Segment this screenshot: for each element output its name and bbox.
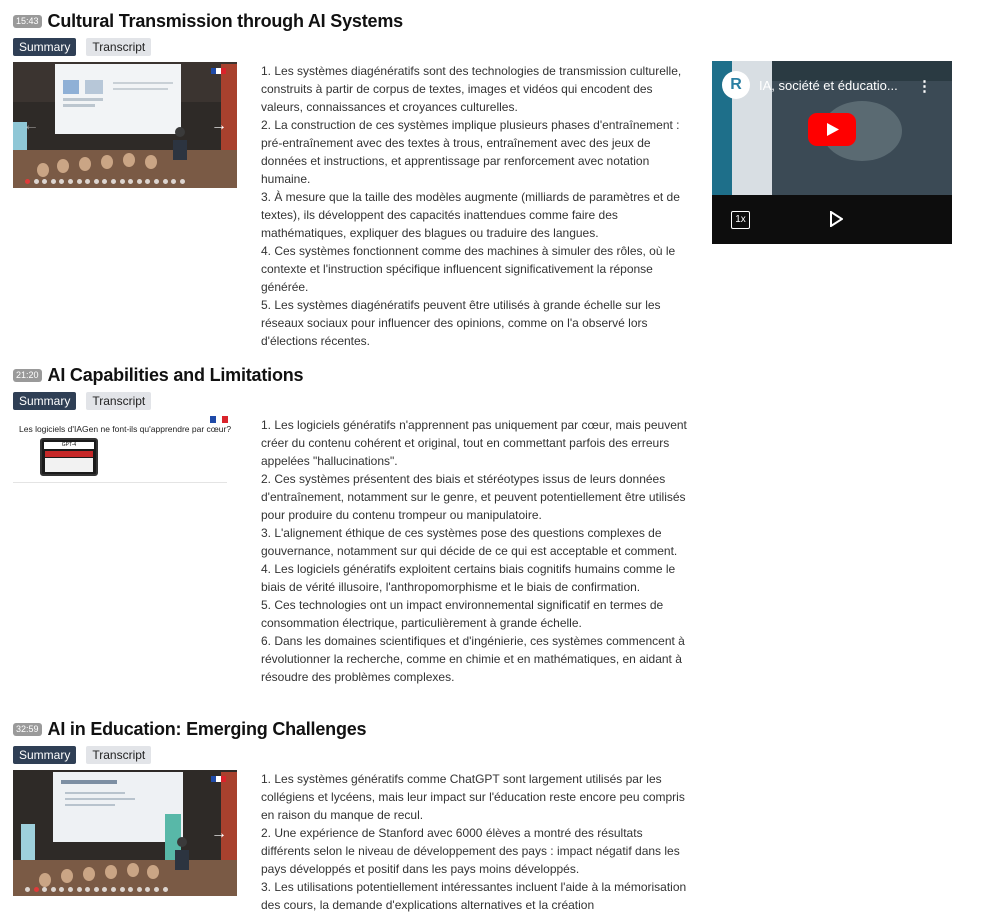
- carousel-dot[interactable]: [163, 179, 168, 184]
- tab-transcript[interactable]: Transcript: [86, 746, 151, 764]
- timestamp-badge[interactable]: 21:20: [13, 369, 42, 382]
- summary-point: 3. L'alignement éthique de ces systèmes pose des questions complexes de gouvernance, notamment sur qui décide de ce qui est acceptable et comment.: [261, 526, 678, 558]
- summary-point: 5. Ces technologies ont un impact environnemental significatif en termes de consommation électrique, particulièrement à grande échelle.: [261, 598, 664, 630]
- slide-caption: Les logiciels d'IAGen ne font-ils qu'apprendre par cœur?: [19, 424, 232, 434]
- carousel-dot[interactable]: [111, 887, 116, 892]
- carousel-dot[interactable]: [77, 179, 82, 184]
- carousel-dot[interactable]: [34, 887, 39, 892]
- slide-thumbnail[interactable]: [13, 416, 237, 542]
- summary-text: [261, 416, 689, 686]
- carousel-dot[interactable]: [120, 179, 125, 184]
- carousel-dot[interactable]: [59, 179, 64, 184]
- timestamp-badge[interactable]: 15:43: [13, 15, 42, 28]
- play-icon: [808, 113, 856, 146]
- carousel-dot[interactable]: [68, 179, 73, 184]
- slide-carousel[interactable]: [13, 62, 237, 188]
- summary-point: 3. Les utilisations potentiellement intéressantes incluent l'aide à la mémorisation des cours, la demande d'explications alternatives et la création: [261, 880, 687, 912]
- tab-bar: [13, 746, 693, 764]
- carousel-dot[interactable]: [59, 887, 64, 892]
- play-control-icon[interactable]: [829, 211, 843, 227]
- section-title: AI in Education: Emerging Challenges: [47, 718, 367, 739]
- french-flag-icon: [210, 416, 228, 423]
- summary-point: 4. Les logiciels génératifs exploitent certains biais cognitifs humains comme le biais de vérité illusoire, l'anthropomorphisme et le biais de confirmation.: [261, 562, 676, 594]
- slide-box-body: [45, 458, 93, 472]
- tab-summary[interactable]: Summary: [13, 392, 76, 410]
- playback-speed-button[interactable]: [731, 211, 750, 229]
- carousel-dot[interactable]: [102, 179, 107, 184]
- timestamp-badge[interactable]: 32:59: [13, 723, 42, 736]
- carousel-next-arrow[interactable]: →: [211, 825, 227, 842]
- summary-point: 4. Ces systèmes fonctionnent comme des machines à simuler des rôles, où le contexte et l'instruction spécifique influencent significativement la réponse générée.: [261, 244, 676, 294]
- carousel-dot[interactable]: [25, 887, 30, 892]
- carousel-next-arrow[interactable]: →: [211, 117, 227, 134]
- slide-box-title: GPT-4: [44, 442, 94, 449]
- summary-point: 2. Ces systèmes présentent des biais et stéréotypes issus de leurs données d'entraînement, notamment sur le genre, et peuvent potentiellement être utilisés pour produire du contenu trompeur ou manipulatoire.: [261, 472, 686, 522]
- carousel-dot[interactable]: [94, 179, 99, 184]
- section-title: Cultural Transmission through AI Systems: [47, 10, 403, 31]
- tab-transcript[interactable]: Transcript: [86, 392, 151, 410]
- slide-box-highlight: [45, 451, 93, 457]
- carousel-dot[interactable]: [145, 179, 150, 184]
- carousel-dot[interactable]: [171, 179, 176, 184]
- carousel-dot[interactable]: [34, 179, 39, 184]
- carousel-dot[interactable]: [102, 887, 107, 892]
- carousel-prev-arrow[interactable]: ←: [23, 117, 39, 134]
- summary-point: 1. Les systèmes diagénératifs sont des technologies de transmission culturelle, construits à partir de corpus de textes, images et vidéos qui encodent des valeurs, connaissances et croyances culturelles.: [261, 64, 682, 114]
- section-education: [13, 717, 693, 912]
- playback-speed-label: 1x: [735, 214, 746, 225]
- carousel-dots: [25, 887, 168, 892]
- carousel-frame: [13, 770, 237, 896]
- channel-avatar[interactable]: [722, 71, 750, 99]
- tab-summary[interactable]: Summary: [13, 38, 76, 56]
- more-options-icon[interactable]: ⋮: [917, 78, 932, 95]
- carousel-dot[interactable]: [85, 179, 90, 184]
- summary-point: 6. Dans les domaines scientifiques et d'ingénierie, ces systèmes commencent à révolutionner la recherche, comme en chimie et en mathématiques, en aidant à résoudre des problèmes complexes.: [261, 634, 685, 684]
- carousel-dot[interactable]: [85, 887, 90, 892]
- section-header: [13, 717, 693, 741]
- summary-text: [261, 770, 689, 914]
- carousel-dot[interactable]: [77, 887, 82, 892]
- section-capabilities: [13, 363, 693, 684]
- section-title: AI Capabilities and Limitations: [47, 364, 304, 385]
- carousel-dot[interactable]: [180, 179, 185, 184]
- carousel-dot[interactable]: [94, 887, 99, 892]
- carousel-dot[interactable]: [137, 887, 142, 892]
- carousel-dot[interactable]: [128, 179, 133, 184]
- channel-letter: R: [730, 76, 742, 93]
- carousel-dot[interactable]: [154, 179, 159, 184]
- section-header: [13, 9, 693, 33]
- carousel-dot[interactable]: [137, 179, 142, 184]
- tab-transcript[interactable]: Transcript: [86, 38, 151, 56]
- carousel-dot[interactable]: [120, 887, 125, 892]
- carousel-dot[interactable]: [128, 887, 133, 892]
- summary-point: 3. À mesure que la taille des modèles augmente (milliards de paramètres et de textes), ils développent des capacités inattendues comme faire des mathématiques, expliquer des blagues ou traduire des langues.: [261, 190, 680, 240]
- carousel-dot[interactable]: [145, 887, 150, 892]
- carousel-dot[interactable]: [111, 179, 116, 184]
- summary-point: 1. Les systèmes génératifs comme ChatGPT sont largement utilisés par les collégiens et lycéens, mais leur impact sur l'éducation reste encore peu compris en raison du manque de recul.: [261, 772, 685, 822]
- carousel-dot[interactable]: [51, 179, 56, 184]
- video-player[interactable]: [712, 61, 952, 244]
- tab-summary[interactable]: Summary: [13, 746, 76, 764]
- carousel-dot[interactable]: [42, 179, 47, 184]
- section-header: [13, 363, 693, 387]
- slide-quiz-box: [40, 438, 98, 476]
- section-cultural-transmission: [13, 9, 693, 348]
- slide-carousel[interactable]: [13, 770, 237, 896]
- summary-point: 2. Une expérience de Stanford avec 6000 élèves a montré des résultats différents selon le niveau de développement des pays : impact négatif dans les pays développés et positif dans les pays moins développés.: [261, 826, 680, 876]
- tab-bar: [13, 392, 693, 410]
- slide-divider: [13, 482, 227, 483]
- summary-point: 1. Les logiciels génératifs n'apprennent pas uniquement par cœur, mais peuvent créer du contenu cohérent et original, tout en commettant parfois des erreurs appelées "hallucinations".: [261, 418, 687, 468]
- youtube-play-button[interactable]: [808, 113, 856, 146]
- carousel-dot[interactable]: [25, 179, 30, 184]
- tab-bar: [13, 38, 693, 56]
- carousel-dot[interactable]: [154, 887, 159, 892]
- video-title[interactable]: IA, société et éducatio...: [759, 78, 898, 93]
- summary-text: [261, 62, 689, 350]
- carousel-dot[interactable]: [51, 887, 56, 892]
- carousel-dot[interactable]: [68, 887, 73, 892]
- carousel-frame: [13, 62, 237, 188]
- carousel-dot[interactable]: [42, 887, 47, 892]
- carousel-dot[interactable]: [163, 887, 168, 892]
- carousel-dots: [25, 179, 185, 184]
- summary-point: 2. La construction de ces systèmes implique plusieurs phases d'entraînement : pré-entraînement avec des textes à trous, entraînement avec des jeux de données et instructions, et apprentissage par renforcement avec notation humaine.: [261, 118, 680, 186]
- summary-point: 5. Les systèmes diagénératifs peuvent être utilisés à grande échelle sur les réseaux sociaux pour influencer des opinions, comme on l'a observé lors d'élections récentes.: [261, 298, 661, 348]
